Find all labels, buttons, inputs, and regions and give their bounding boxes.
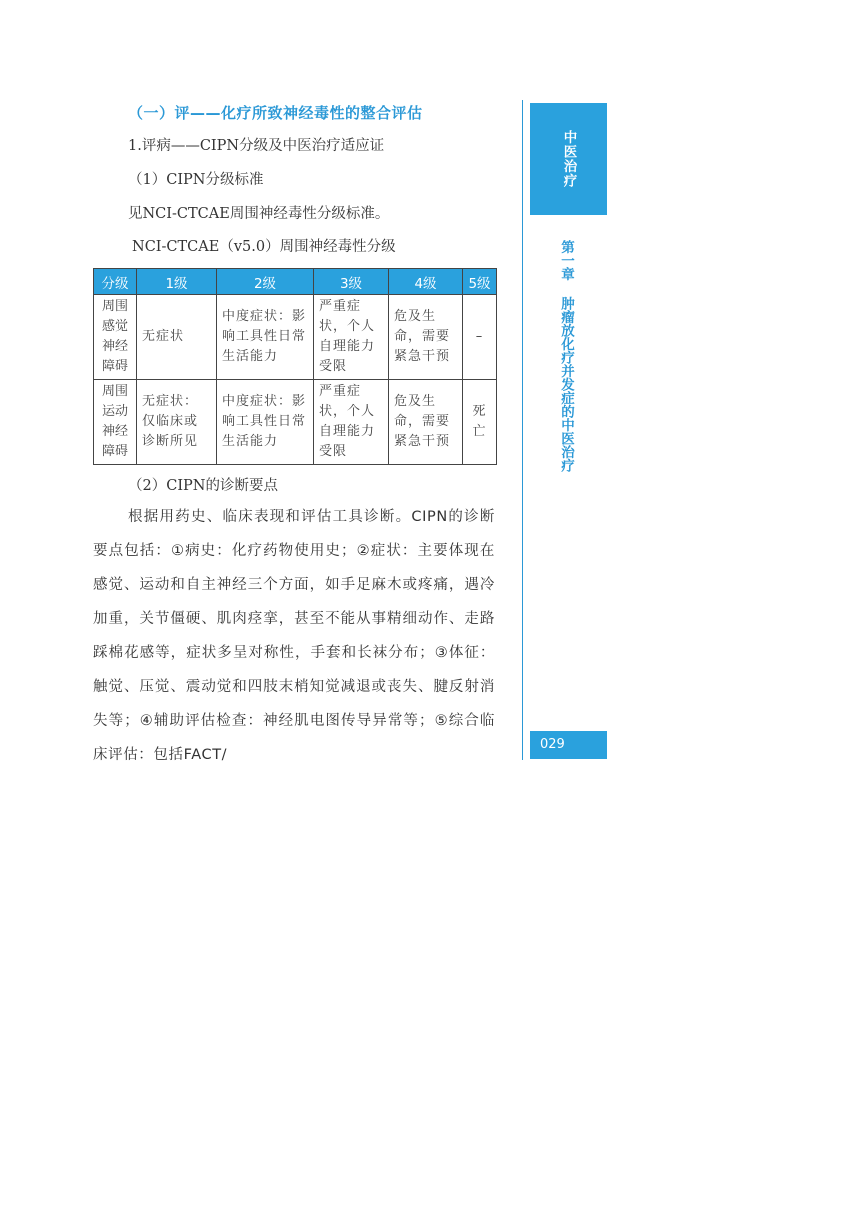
side-tab bbox=[530, 103, 607, 215]
grading-table bbox=[93, 268, 497, 465]
subheading-cipn-grading: 1.评病——CIPN分级及中医治疗适应证 bbox=[128, 138, 385, 154]
table-cell: – bbox=[463, 295, 497, 380]
table-row bbox=[94, 380, 497, 465]
table-cell: 中度症状：影响工具性日常生活能力 bbox=[217, 295, 314, 380]
table-cell: 无症状 bbox=[137, 295, 217, 380]
chapter-title: 第一章 肿瘤放化疗并发症的中医治疗 bbox=[558, 240, 574, 472]
table-cell: 周围运动神经障碍 bbox=[94, 380, 137, 465]
margin-divider bbox=[522, 100, 523, 760]
table-header-cell: 4级 bbox=[389, 269, 463, 295]
table-header-cell: 分级 bbox=[94, 269, 137, 295]
table-cell: 危及生命，需要紧急干预 bbox=[389, 380, 463, 465]
table-cell: 无症状：仅临床或诊断所见 bbox=[137, 380, 217, 465]
table-caption: NCI-CTCAE（v5.0）周围神经毒性分级 bbox=[132, 239, 396, 255]
side-tab-label: 中医治疗 bbox=[560, 130, 577, 188]
table-header-cell: 5级 bbox=[463, 269, 497, 295]
table-header-cell: 3级 bbox=[314, 269, 389, 295]
table-cell: 危及生命，需要紧急干预 bbox=[389, 295, 463, 380]
table-header-cell: 2级 bbox=[217, 269, 314, 295]
page-number: 029 bbox=[530, 731, 607, 759]
table-cell: 严重症状，个人自理能力受限 bbox=[314, 380, 389, 465]
table-cell: 中度症状：影响工具性日常生活能力 bbox=[217, 380, 314, 465]
body-paragraph: 根据用药史、临床表现和评估工具诊断。CIPN的诊断要点包括：①病史：化疗药物使用史；②症状：主要体现在感觉、运动和自主神经三个方面，如手足麻木或疼痛，遇冷加重，关节僵硬、肌肉痉挛，甚至不能从事精细动作、走路踩棉花感等，症状多呈对称性，手套和长袜分布；③体征：触觉、压觉、震动觉和四肢末梢知觉减退或丧失、腱反射消失等；④辅助评估检查：神经肌电图传导异常等；⑤综合临床评估：包括FACT/ bbox=[93, 509, 495, 763]
table-cell: 严重症状，个人自理能力受限 bbox=[314, 295, 389, 380]
section-title: （一）评——化疗所致神经毒性的整合评估 bbox=[128, 104, 423, 122]
subheading-grading-standard: （1）CIPN分级标准 bbox=[128, 172, 264, 188]
table-cell: 周围感觉神经障碍 bbox=[94, 295, 137, 380]
table-cell: 死亡 bbox=[463, 380, 497, 465]
subheading-diagnosis-points: （2）CIPN的诊断要点 bbox=[128, 478, 278, 494]
reference-sentence: 见NCI-CTCAE周围神经毒性分级标准。 bbox=[128, 206, 390, 222]
table-row bbox=[94, 295, 497, 380]
table-header-row bbox=[94, 269, 497, 295]
table-header-cell: 1级 bbox=[137, 269, 217, 295]
